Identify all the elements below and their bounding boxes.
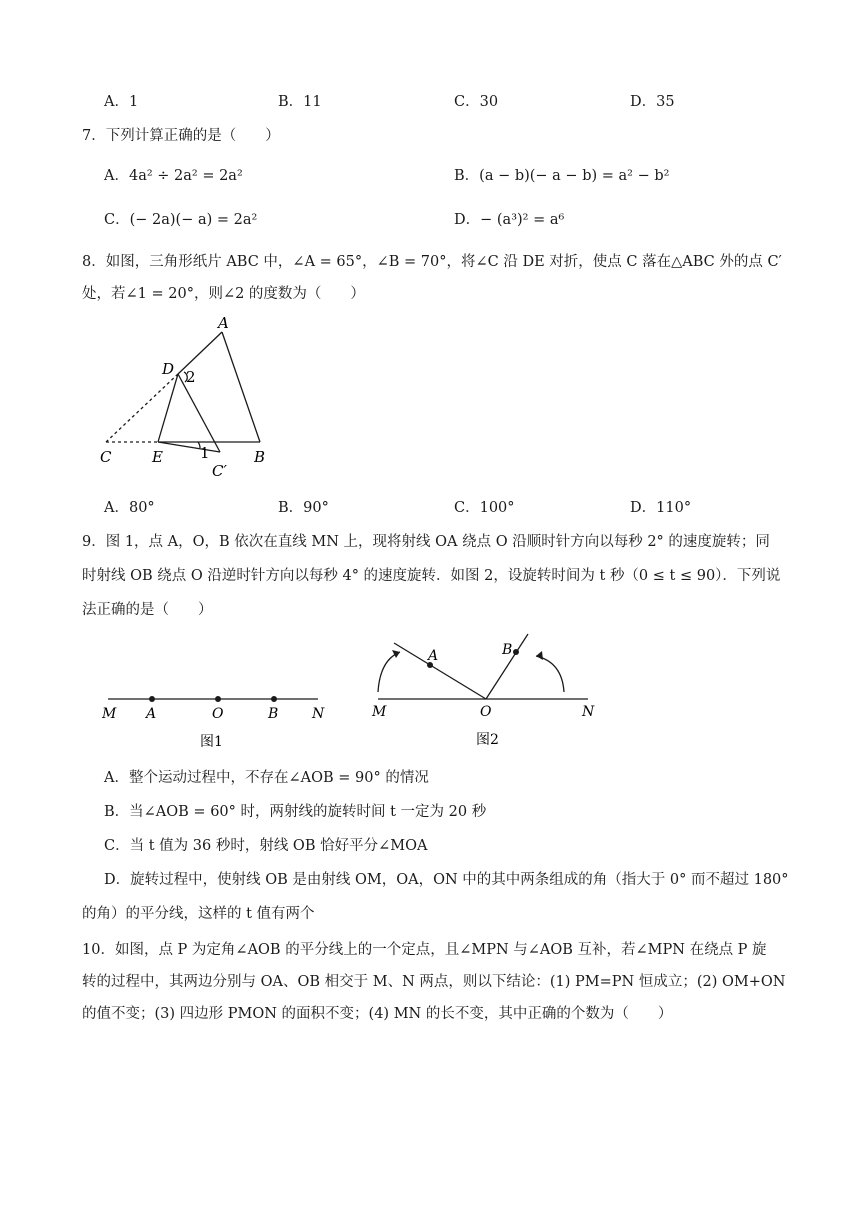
point-o	[215, 696, 221, 702]
option-text: 100°	[479, 500, 515, 516]
option-label: C．	[454, 94, 480, 110]
q8-option-a	[104, 496, 155, 517]
q10-line3: 的值不变；(3) 四边形 PMON 的面积不变；(4) MN 的长不变，其中正确的个数为（ ）	[82, 1006, 673, 1022]
q8-option-b	[278, 496, 329, 517]
q9-stem-line2: 时射线 OB 绕点 O 沿逆时针方向以每秒 4° 的速度旋转．如图 2，设旋转时间为 t 秒（0 ≤ t ≤ 90）．下列说	[82, 568, 781, 584]
q9-figure-2	[366, 626, 606, 750]
q8-stem-line1: 8．如图，三角形纸片 ABC 中，∠A = 65°，∠B = 70°，将∠C 沿 DE 对折，使点 C 落在△ABC 外的点 C′	[82, 254, 782, 270]
label-b: B	[502, 642, 513, 658]
arrow-right-arc	[536, 656, 564, 692]
option-text: 整个运动过程中，不存在∠AOB = 90° 的情况	[128, 770, 429, 786]
segment-ab	[222, 332, 260, 442]
arrow-left-head	[392, 650, 400, 658]
label-angle-1: 1	[200, 444, 210, 462]
label-b: B	[254, 448, 266, 466]
label-c: C	[100, 448, 112, 466]
q7-option-b	[454, 164, 669, 185]
option-label: D．	[630, 500, 657, 516]
q9-option-d-line1	[104, 868, 789, 889]
q8-stem-line2: 处，若∠1 = 20°，则∠2 的度数为（ ）	[82, 286, 365, 302]
option-label: A．	[104, 168, 129, 184]
figure-1-caption: 图1	[200, 734, 223, 750]
segment-ecp	[158, 442, 220, 452]
label-c-prime: C′	[212, 462, 227, 480]
q6-option-a	[104, 90, 138, 111]
option-text: 35	[656, 94, 675, 110]
option-label: C．	[454, 500, 480, 516]
label-n: N	[312, 706, 325, 722]
point-b	[271, 696, 277, 702]
label-e: E	[152, 448, 163, 466]
option-label: B．	[278, 500, 304, 516]
option-label: D．	[454, 212, 481, 228]
option-text: 1	[128, 94, 139, 110]
option-text: 当 t 值为 36 秒时，射线 OB 恰好平分∠MOA	[129, 838, 428, 854]
q6-option-c	[454, 90, 498, 111]
q7-option-d	[454, 208, 564, 229]
q9-option-b	[104, 800, 486, 821]
label-m: M	[372, 704, 387, 720]
option-label: A．	[104, 500, 129, 516]
option-text: 11	[303, 94, 322, 110]
option-text: 4a² ÷ 2a² = 2a²	[128, 168, 243, 184]
figure-2-caption: 图2	[476, 732, 499, 748]
point-b	[513, 649, 519, 655]
q8-option-d	[630, 496, 691, 517]
label-m: M	[102, 706, 117, 722]
option-text: 80°	[128, 500, 155, 516]
q6-option-b	[278, 90, 322, 111]
option-label: B．	[104, 804, 130, 820]
option-text: 110°	[656, 500, 692, 516]
option-label: A．	[104, 770, 129, 786]
option-text: 当∠AOB = 60° 时，两射线的旋转时间 t 一定为 20 秒	[129, 804, 487, 820]
option-text: 30	[479, 94, 499, 110]
label-b: B	[268, 706, 279, 722]
segment-ad	[178, 332, 222, 374]
option-label: C．	[104, 838, 130, 854]
label-a: A	[146, 706, 157, 722]
q8-triangle-figure	[96, 312, 286, 482]
q9-stem-line3: 法正确的是（ ）	[82, 602, 213, 618]
label-n: N	[582, 704, 595, 720]
arrow-right-head	[536, 651, 543, 660]
label-a: A	[428, 648, 439, 664]
q9-option-c	[104, 834, 427, 855]
q7-stem: 7．下列计算正确的是（ ）	[82, 128, 280, 144]
option-label: B．	[454, 168, 480, 184]
q9-stem-line1: 9．图 1，点 A，O，B 依次在直线 MN 上，现将射线 OA 绕点 O 沿顺时针方向以每秒 2° 的速度旋转；同	[82, 534, 770, 550]
q10-line2: 转的过程中，其两边分别与 OA、OB 相交于 M、N 两点，则以下结论：(1) PM=PN 恒成立；(2) OM+ON	[82, 974, 786, 990]
option-label: B．	[278, 94, 304, 110]
option-label: C．	[104, 212, 130, 228]
q6-option-d	[630, 90, 675, 111]
option-text: (− 2a)(− a) = 2a²	[129, 212, 258, 228]
label-o: O	[480, 704, 492, 720]
q9-option-a	[104, 766, 429, 787]
option-text: 旋转过程中，使射线 OB 是由射线 OM，OA，ON 中的其中两条组成的角（指大于 0° 而不超过 180°	[130, 872, 789, 888]
q8-option-c	[454, 496, 515, 517]
point-a	[149, 696, 155, 702]
option-text: − (a³)² = a⁶	[480, 212, 565, 228]
label-a: A	[218, 314, 229, 332]
q9-figure-1	[96, 680, 336, 750]
option-text: (a − b)(− a − b) = a² − b²	[479, 168, 670, 184]
q7-option-a	[104, 164, 243, 185]
q7-option-c	[104, 208, 257, 229]
q9-option-d-line2: 的角）的平分线，这样的 t 值有两个	[82, 906, 315, 922]
arrow-left-arc	[378, 652, 400, 692]
q10-line1: 10．如图，点 P 为定角∠AOB 的平分线上的一个定点，且∠MPN 与∠AOB 互补，若∠MPN 在绕点 P 旋	[82, 942, 767, 958]
option-label: D．	[630, 94, 657, 110]
option-text: 90°	[303, 500, 329, 516]
option-label: A．	[104, 94, 129, 110]
option-label: D．	[104, 872, 131, 888]
label-d: D	[162, 360, 175, 378]
label-angle-2: 2	[186, 368, 196, 386]
ray-oa	[394, 643, 486, 699]
segment-cd-dashed	[106, 374, 178, 442]
segment-dcp	[178, 374, 220, 452]
label-o: O	[212, 706, 224, 722]
